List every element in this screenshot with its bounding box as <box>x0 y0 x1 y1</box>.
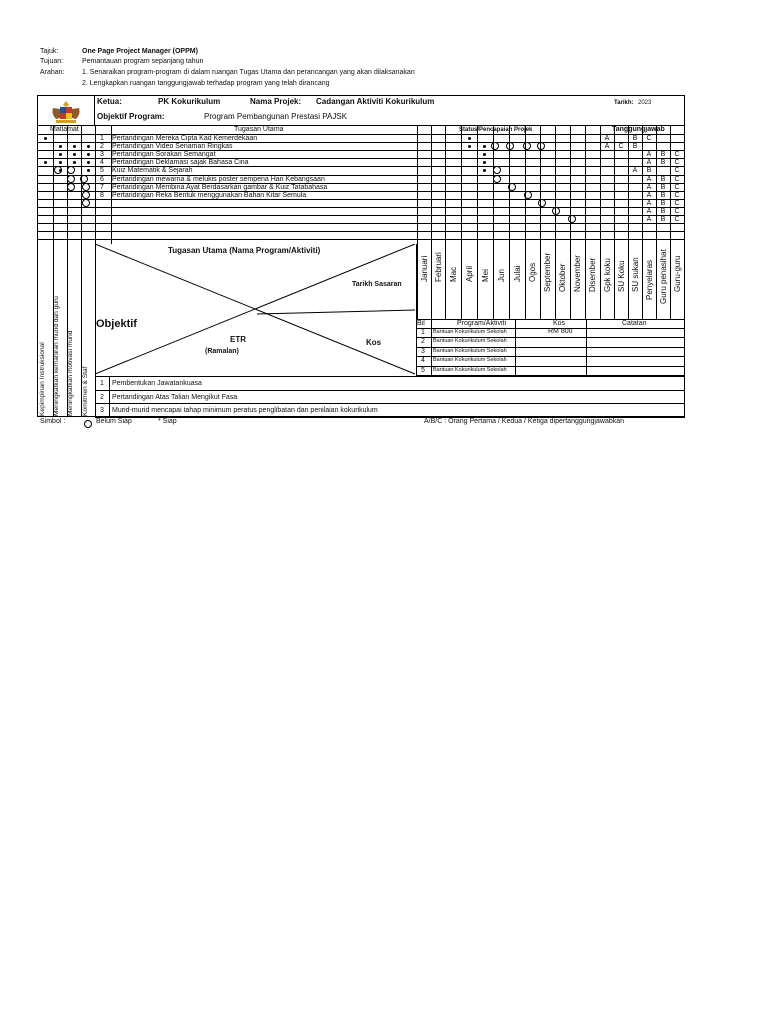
circle-marker-icon <box>523 142 531 150</box>
task-number: 7 <box>100 184 104 191</box>
responsibility-letter: A <box>646 176 652 183</box>
grid-col-line <box>525 125 526 319</box>
cost-row-text: Bantuan Kokurikulum Sekolah <box>433 367 507 373</box>
responsibility-letter: C <box>674 216 680 223</box>
grid-col-line <box>555 125 556 319</box>
responsibility-letter: A <box>646 151 652 158</box>
grid-row-line <box>37 231 685 232</box>
diagram-tugasan-title: Tugasan Utama (Nama Program/Aktiviti) <box>168 246 321 255</box>
responsibility-letter: B <box>660 208 666 215</box>
objective-row-line <box>95 390 685 391</box>
cost-row-text: Bantuan Kokurikulum Sekolah <box>433 357 507 363</box>
cost-row-number: 1 <box>421 329 425 336</box>
month-header: Mac <box>449 266 458 282</box>
responsibility-letter: B <box>660 216 666 223</box>
grid-col-line <box>628 125 629 319</box>
belum-siap-circle-icon <box>84 420 92 428</box>
objective-text: Pertandingan Atas Talian Mengikut Fasa <box>112 394 238 401</box>
cost-program-header: Program/Aktiviti <box>457 320 507 327</box>
dot-marker <box>483 145 486 148</box>
responsibility-letter: A <box>604 143 610 150</box>
responsibility-letter: C <box>674 192 680 199</box>
grid-col-line <box>461 125 462 319</box>
grid-col-line <box>445 125 446 319</box>
month-header: November <box>573 255 582 292</box>
cost-row-number: 3 <box>421 348 425 355</box>
status-header: Status/Pencapaian Projek <box>459 127 533 133</box>
responsibility-letter: A <box>632 167 638 174</box>
responsibility-letter: B <box>660 159 666 166</box>
circle-marker-icon <box>67 175 75 183</box>
objective-number: 2 <box>100 394 104 401</box>
circle-marker-icon <box>506 142 514 150</box>
objektif-program-label: Objektif Program: <box>97 112 165 121</box>
tajuk-value: One Page Project Manager (OPPM) <box>82 48 198 55</box>
cost-row-kos: RM 800 <box>548 328 573 335</box>
responsibility-letter: B <box>646 167 652 174</box>
diagram-objektif: Objektif <box>96 318 137 330</box>
dot-marker <box>483 169 486 172</box>
crest-logo-icon <box>50 99 82 124</box>
circle-marker-icon <box>54 166 62 174</box>
responsibility-letter: A <box>646 216 652 223</box>
circle-marker-icon <box>538 199 546 207</box>
tarikh-label: Tarikh: <box>614 100 634 106</box>
task-number: 3 <box>100 151 104 158</box>
circle-marker-icon <box>67 166 75 174</box>
grid-col-line <box>509 125 510 319</box>
dot-marker <box>59 153 62 156</box>
nama-projek-value: Cadangan Aktiviti Kokurikulum <box>316 97 435 106</box>
arahan-label: Arahan: <box>40 69 65 76</box>
cost-bil-header: Bil <box>417 320 425 327</box>
tanggungjawab-header: Tanggungjawab <box>612 126 665 133</box>
month-header: Januari <box>420 255 429 282</box>
circle-marker-icon <box>491 142 499 150</box>
cost-row-number: 4 <box>421 357 425 364</box>
dot-marker <box>59 145 62 148</box>
month-header: April <box>465 265 474 282</box>
ketua-value: PK Kokurikulum <box>158 97 221 106</box>
dot-marker <box>59 161 62 164</box>
role-header: Guru penasihat <box>659 249 668 304</box>
siap-label: * Siap <box>158 418 177 425</box>
grid-col-line <box>417 125 418 319</box>
cost-row-number: 5 <box>421 367 425 374</box>
task-text: Pertandingan mewarna & melukis poster sempena Hari Kebangsaan <box>112 176 325 183</box>
circle-marker-icon <box>552 207 560 215</box>
month-header: Oktober <box>558 263 567 292</box>
responsibility-letter: C <box>674 200 680 207</box>
month-header: Jun <box>497 269 506 282</box>
responsibility-letter: C <box>618 143 624 150</box>
dot-marker <box>87 161 90 164</box>
dot-marker <box>483 161 486 164</box>
arahan-line-2: 2. Lengkapkan ruangan tanggungjawab terhadap program yang telah dirancang <box>82 80 330 87</box>
month-header: Julai <box>513 265 522 282</box>
circle-marker-icon <box>568 215 576 223</box>
responsibility-letter: C <box>674 167 680 174</box>
grid-row-line <box>37 239 685 240</box>
responsibility-letter: B <box>660 192 666 199</box>
dot-marker <box>73 153 76 156</box>
goal-header: Meningkatkan kemahiran murid dan guru <box>53 296 60 416</box>
grid-col-line <box>600 125 601 319</box>
task-number: 8 <box>100 192 104 199</box>
simbol-label: Simbol : <box>40 418 66 425</box>
role-header: SU Koku <box>617 260 626 292</box>
role-header: Guru-guru <box>673 255 682 292</box>
grid-col-line <box>431 125 432 319</box>
circle-marker-icon <box>508 183 516 191</box>
tujuan-label: Tujuan: <box>40 58 64 65</box>
grid-row-line <box>37 223 685 224</box>
circle-marker-icon <box>80 175 88 183</box>
month-header: Disember <box>588 257 597 292</box>
grid-col-line <box>493 125 494 319</box>
objective-text: Pembentukan Jawatankuasa <box>112 380 202 387</box>
dot-marker <box>73 161 76 164</box>
task-text: Pertandingan Reka Bentuk menggunakan Bahan Kitar Semula <box>112 192 307 199</box>
responsibility-letter: C <box>646 135 652 142</box>
responsibility-letter: B <box>660 151 666 158</box>
goal-header: Komitmen & Staf <box>82 366 89 416</box>
responsibility-letter: C <box>674 151 680 158</box>
diagram-kos: Kos <box>366 338 382 347</box>
grid-row-line <box>37 207 685 208</box>
responsibility-letter: A <box>646 159 652 166</box>
cost-row-text: Bantuan Kokurikulum Sekolah <box>433 329 507 335</box>
diagram-etr: ETR <box>230 335 246 344</box>
dot-marker <box>44 161 47 164</box>
responsibility-letter: A <box>646 184 652 191</box>
task-number: 5 <box>100 167 104 174</box>
grid-col-line <box>53 125 54 244</box>
responsibility-letter: B <box>632 143 638 150</box>
circle-marker-icon <box>524 191 532 199</box>
tajuk-label: Tajuk: <box>40 48 59 55</box>
objektif-program-value: Program Pembangunan Prestasi PAJSK <box>204 112 348 121</box>
tujuan-value: Pemantauan program sepanjang tahun <box>82 58 204 65</box>
task-text: Pertandingan Membina Ayat Berdasarkan gambar & Kuiz Tatabahasa <box>112 184 328 191</box>
diagram-tarikh-sasaran: Tarikh Sasaran <box>352 281 402 288</box>
circle-marker-icon <box>82 183 90 191</box>
task-text: Pertandingan Mereka Cipta Kad Kemerdekaan <box>112 135 258 142</box>
role-header: SU sukan <box>631 257 640 292</box>
diagram-ramalan: (Ramalan) <box>205 348 239 355</box>
responsibility-letter: C <box>674 176 680 183</box>
dot-marker <box>468 137 471 140</box>
responsibility-letter: C <box>674 208 680 215</box>
nama-projek-label: Nama Projek: <box>250 97 302 106</box>
circle-marker-icon <box>493 166 501 174</box>
task-number: 1 <box>100 135 104 142</box>
dot-marker <box>73 145 76 148</box>
grid-col-line <box>585 125 586 319</box>
responsibility-letter: A <box>646 200 652 207</box>
month-header: Mei <box>481 269 490 282</box>
cost-row-text: Bantuan Kokurikulum Sekolah <box>433 338 507 344</box>
tugasan-header: Tugasan Utama <box>234 126 284 133</box>
circle-marker-icon <box>537 142 545 150</box>
responsibility-letter: B <box>632 135 638 142</box>
arahan-line-1: 1. Senaraikan program-program di dalam ruangan Tugas Utama dan perancangan yang akan dilaksanakan <box>82 69 415 76</box>
grid-col-line <box>540 125 541 319</box>
cost-row-number: 2 <box>421 338 425 345</box>
task-text: Pertandingan Deklamasi sajak Bahasa Cina <box>112 159 249 166</box>
responsibility-letter: B <box>660 184 666 191</box>
month-header: September <box>543 252 552 292</box>
dot-marker <box>87 145 90 148</box>
responsibility-letter: A <box>646 192 652 199</box>
grid-col-line <box>614 125 615 319</box>
responsibility-letter: A <box>646 208 652 215</box>
belum-siap-label: Belum Siap <box>96 418 132 425</box>
dot-marker <box>468 145 471 148</box>
responsibility-letter: B <box>660 200 666 207</box>
circle-marker-icon <box>493 175 501 183</box>
abc-legend: A/B/C : Orang Pertama / Kedua / Ketiga dipertanggungjawabkan <box>424 418 625 425</box>
task-text: Pertandingan Video Senaman Ringkas <box>112 143 233 150</box>
grid-row-line <box>37 215 685 216</box>
role-header: Penyelaras <box>645 259 654 300</box>
month-header: Ogos <box>528 262 537 282</box>
cost-row-text: Bantuan Kokurikulum Sekolah <box>433 348 507 354</box>
grid-col-line <box>477 125 478 319</box>
objective-row-line <box>95 403 685 404</box>
task-text: Kuiz Matematik & Sejarah <box>112 167 193 174</box>
cost-kos-header: Kos <box>553 320 566 327</box>
dot-marker <box>44 137 47 140</box>
role-header: Gpk koku <box>603 258 612 292</box>
matlamat-header: Matlamat <box>50 126 79 133</box>
objective-num-col-line <box>109 376 110 417</box>
goal-header: Meningkatkan motivasi murid <box>67 330 74 416</box>
ketua-label: Ketua: <box>97 97 122 106</box>
responsibility-letter: C <box>674 159 680 166</box>
grid-col-line <box>95 125 96 244</box>
oppm-diagram <box>95 244 417 376</box>
responsibility-letter: C <box>674 184 680 191</box>
objective-text: Murid-murid mencapai tahap minimum peratus penglibatan dan penilaian kokurikulum <box>112 407 378 414</box>
cost-catatan-header: Catatan <box>622 320 647 327</box>
month-header: Februari <box>434 252 443 282</box>
dot-marker <box>483 153 486 156</box>
circle-marker-icon <box>82 191 90 199</box>
objective-number: 1 <box>100 380 104 387</box>
task-number: 6 <box>100 176 104 183</box>
dot-marker <box>87 153 90 156</box>
tarikh-value: 2023 <box>638 100 652 106</box>
responsibility-letter: A <box>604 135 610 142</box>
responsibility-letter: B <box>660 176 666 183</box>
circle-marker-icon <box>82 199 90 207</box>
circle-marker-icon <box>67 183 75 191</box>
task-text: Pertandingan Sorakan Semangat <box>112 151 216 158</box>
dot-marker <box>87 169 90 172</box>
task-number: 4 <box>100 159 104 166</box>
objective-number: 3 <box>100 407 104 414</box>
goal-header: Kepimpinan Instruksional <box>39 342 46 416</box>
task-number: 2 <box>100 143 104 150</box>
